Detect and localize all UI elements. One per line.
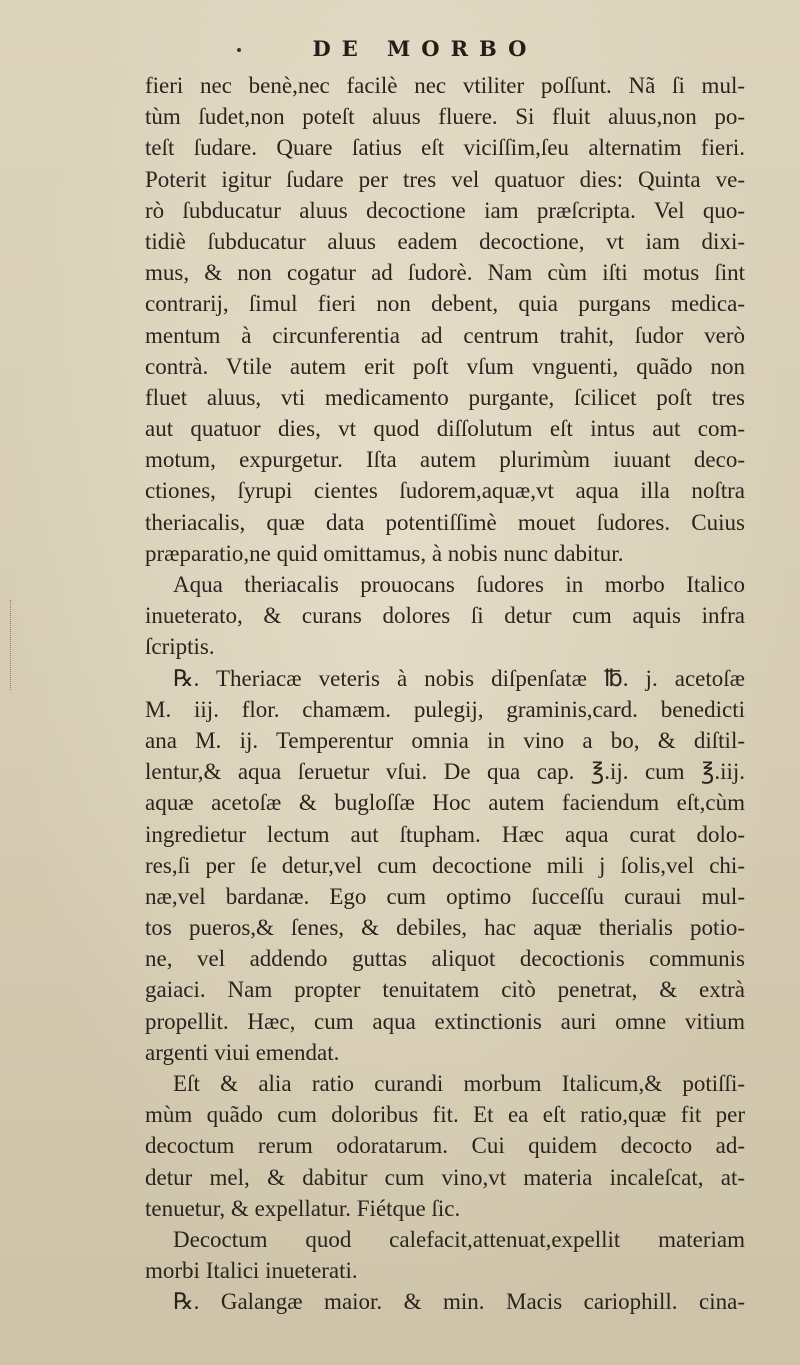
text-line: aut quatuor dies, vt quod diſſolutum eſt intus aut com- <box>145 416 745 442</box>
text-line: argenti viui emendat. <box>145 1039 340 1065</box>
text-line: propellit. Hæc, cum aqua extinctionis auri omne vitium <box>145 1008 745 1034</box>
text-line: ne, vel addendo guttas aliquot decoctionis communis <box>145 946 745 972</box>
text-line: aquæ acetoſæ & bugloſſæ Hoc autem faciendum eſt,cùm <box>145 790 745 816</box>
text-line: contrà. Vtile autem erit poſt vſum vnguenti, quãdo non <box>145 353 745 379</box>
text-line: ctiones, ſyrupi cientes ſudorem,aquæ,vt aqua illa noſtra <box>145 478 745 504</box>
text-line: mùm quãdo cum doloribus fit. Et ea eſt ratio,quæ fit per <box>145 1102 745 1128</box>
text-line: Aqua theriacalis prouocans ſudores in morbo Italico <box>173 572 745 597</box>
text-line: tos pueros,& ſenes, & debiles, hac aquæ therialis potio- <box>145 915 745 941</box>
text-line: ana M. ij. Temperentur omnia in vino a bo, & diſtil- <box>145 727 745 753</box>
text-line: motum, expurgetur. Iſta autem plurimùm iuuant deco- <box>145 447 745 473</box>
text-line: næ,vel bardanæ. Ego cum optimo ſucceſſu curaui mul- <box>145 883 745 909</box>
text-line: teſt ſudare. Quare ſatius eſt viciſſim,ſeu alternatim fieri. <box>145 135 745 161</box>
text-line: lentur,& aqua ſeruetur vſui. De qua cap. ℥.ij. cum ℥.iij. <box>145 759 745 785</box>
text-line: Decoctum quod calefacit,attenuat,expellit materiam <box>173 1226 745 1252</box>
text-line: tùm ſudet,non poteſt aluus fluere. Si fluit aluus,non po- <box>145 104 745 130</box>
text-line: detur mel, & dabitur cum vino,vt materia incaleſcat, at- <box>145 1164 745 1190</box>
text-line: gaiaci. Nam propter tenuitatem citò penetrat, & extrà <box>145 977 745 1003</box>
margin-mark <box>10 600 17 690</box>
text-line: fieri nec benè,nec facilè nec vtiliter poſſunt. Nã ſi mul- <box>145 73 745 98</box>
text-line: Poterit igitur ſudare per tres vel quatuor dies: Quinta ve- <box>145 166 745 192</box>
text-line: ℞. Theriacæ veteris à nobis diſpenſatæ ℔. j. acetoſæ <box>173 665 745 691</box>
text-line: M. iij. flor. chamæm. pulegij, graminis,card. benedicti <box>145 696 745 722</box>
text-line: præparatio,ne quid omittamus, à nobis nunc dabitur. <box>145 540 624 566</box>
text-line: rò ſubducatur aluus decoctione iam præſcripta. Vel quo- <box>145 197 745 223</box>
text-line: mentum à circunferentia ad centrum trahit, ſudor verò <box>145 322 745 348</box>
text-line: decoctum rerum odoratarum. Cui quidem decocto ad- <box>145 1133 745 1159</box>
text-line: inueterato, & curans dolores ſi detur cum aquis infra <box>145 603 745 629</box>
text-line: Eſt & alia ratio curandi morbum Italicum,& potiſſi- <box>173 1071 745 1096</box>
text-line: morbi Italici inueterati. <box>145 1258 358 1284</box>
text-line: res,ſi per ſe detur,vel cum decoctione mili j ſolis,vel chi- <box>145 852 745 878</box>
text-line: ingredietur lectum aut ſtupham. Hæc aqua curat dolo- <box>145 821 745 847</box>
text-line: contrarij, ſimul fieri non debent, quia purgans medica- <box>145 291 745 317</box>
page-text <box>145 70 745 1318</box>
text-line: tenuetur, & expellatur. Fiétque ſic. <box>145 1195 461 1221</box>
running-head: DE MORBO <box>312 36 538 61</box>
text-line: ℞. Galangæ maior. & min. Macis cariophill. cina- <box>173 1289 745 1315</box>
text-line: mus, & non cogatur ad ſudorè. Nam cùm iſti motus ſint <box>145 260 745 286</box>
text-line: tidiè ſubducatur aluus eadem decoctione, vt iam dixi- <box>145 228 745 254</box>
text-line: fluet aluus, vti medicamento purgante, ſcilicet poſt tres <box>145 384 745 410</box>
text-line: ſcriptis. <box>145 634 215 660</box>
text-line: theriacalis, quæ data potentiſſimè mouet ſudores. Cuius <box>145 509 745 535</box>
